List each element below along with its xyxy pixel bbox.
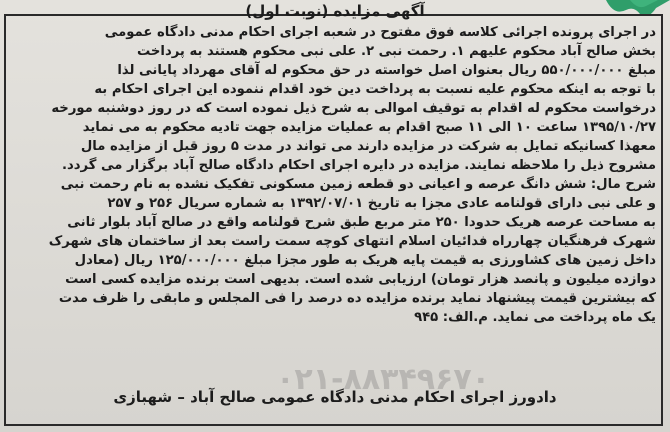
body-line: داخل زمین های کشاورزی به قیمت پایه هریک به طور مجزا مبلغ ۱۲۵/۰۰۰/۰۰۰ ریال (معادل: [74, 253, 656, 268]
body-line: و علی نبی دارای قولنامه عادی مجزا به تاریخ ۱۳۹۲/۰۷/۰۱ به شماره سریال ۲۵۶ و ۲۵۷: [107, 196, 656, 211]
body-line: شهرک فرهنگیان چهارراه فدائیان اسلام انتهای کوچه سمت راست بعد از ساختمان های شهرک: [48, 234, 656, 249]
notice-title: آگهی مزایده (نوبت اول): [245, 2, 425, 20]
body-line: یک ماه پرداخت می نماید. م.الف: ۹۴۵: [414, 310, 656, 325]
body-line: به مساحت عرصه هریک حدودا ۲۵۰ متر مربع طبق شرح قولنامه واقع در صالح آباد بلوار ثانی: [67, 215, 656, 230]
body-line: در اجرای پرونده اجرائی کلاسه فوق مفتوح در شعبه اجرای احکام مدنی دادگاه عمومی: [104, 25, 656, 40]
body-line: که بیشترین قیمت پیشنهاد نماید برنده مزایده ده درصد را فی المجلس و مابقی را ظرف مدت: [58, 291, 656, 306]
body-line: بخش صالح آباد محکوم علیهم ۱. رحمت نبی ۲. علی نبی محکوم هستند به پرداخت: [136, 44, 656, 59]
body-line: دوازده میلیون و پانصد هزار تومان) ارزیابی شده است. بدیهی است برنده مزایده کسی است: [65, 272, 656, 287]
body-line: مبلغ ۵۵۰/۰۰۰/۰۰۰ ریال بعنوان اصل خواسته در حق محکوم له آقای مهرداد پایانی لذا: [117, 63, 656, 78]
body-line: شرح مال: شش دانگ عرصه و اعیانی دو قطعه زمین مسکونی تفکیک نشده به نام رحمت نبی: [60, 177, 656, 192]
body-line: درخواست محکوم له اقدام به توقیف اموالی به شرح ذیل نموده است که در روز دوشنبه مورخه: [51, 101, 656, 116]
body-line: معهذا کسانیکه تمایل به شرکت در مزایده دارند می تواند در مدت ۵ روز قبل از مزایده مال: [80, 139, 656, 154]
notice-signature: دادورز اجرای احکام مدنی دادگاه عمومی صالح آباد – شهبازی: [113, 388, 557, 406]
notice-body: [14, 23, 656, 327]
phone-watermark: ۰۲۱-۸۸۳۴۹۶۷۰: [276, 362, 490, 397]
body-line: مشروح ذیل را ملاحظه نمایند. مزایده در دایره اجرای احکام دادگاه صالح آباد برگزار می گردد.: [61, 158, 656, 173]
body-line: ۱۳۹۵/۱۰/۲۷ ساعت ۱۰ الی ۱۱ صبح اقدام به عملیات مزایده جهت تادیه محکوم به می نماید: [82, 120, 656, 135]
body-line: با توجه به اینکه محکوم علیه نسبت به پرداخت دین خود اقدام ننموده این اجرای احکام به: [94, 82, 656, 97]
